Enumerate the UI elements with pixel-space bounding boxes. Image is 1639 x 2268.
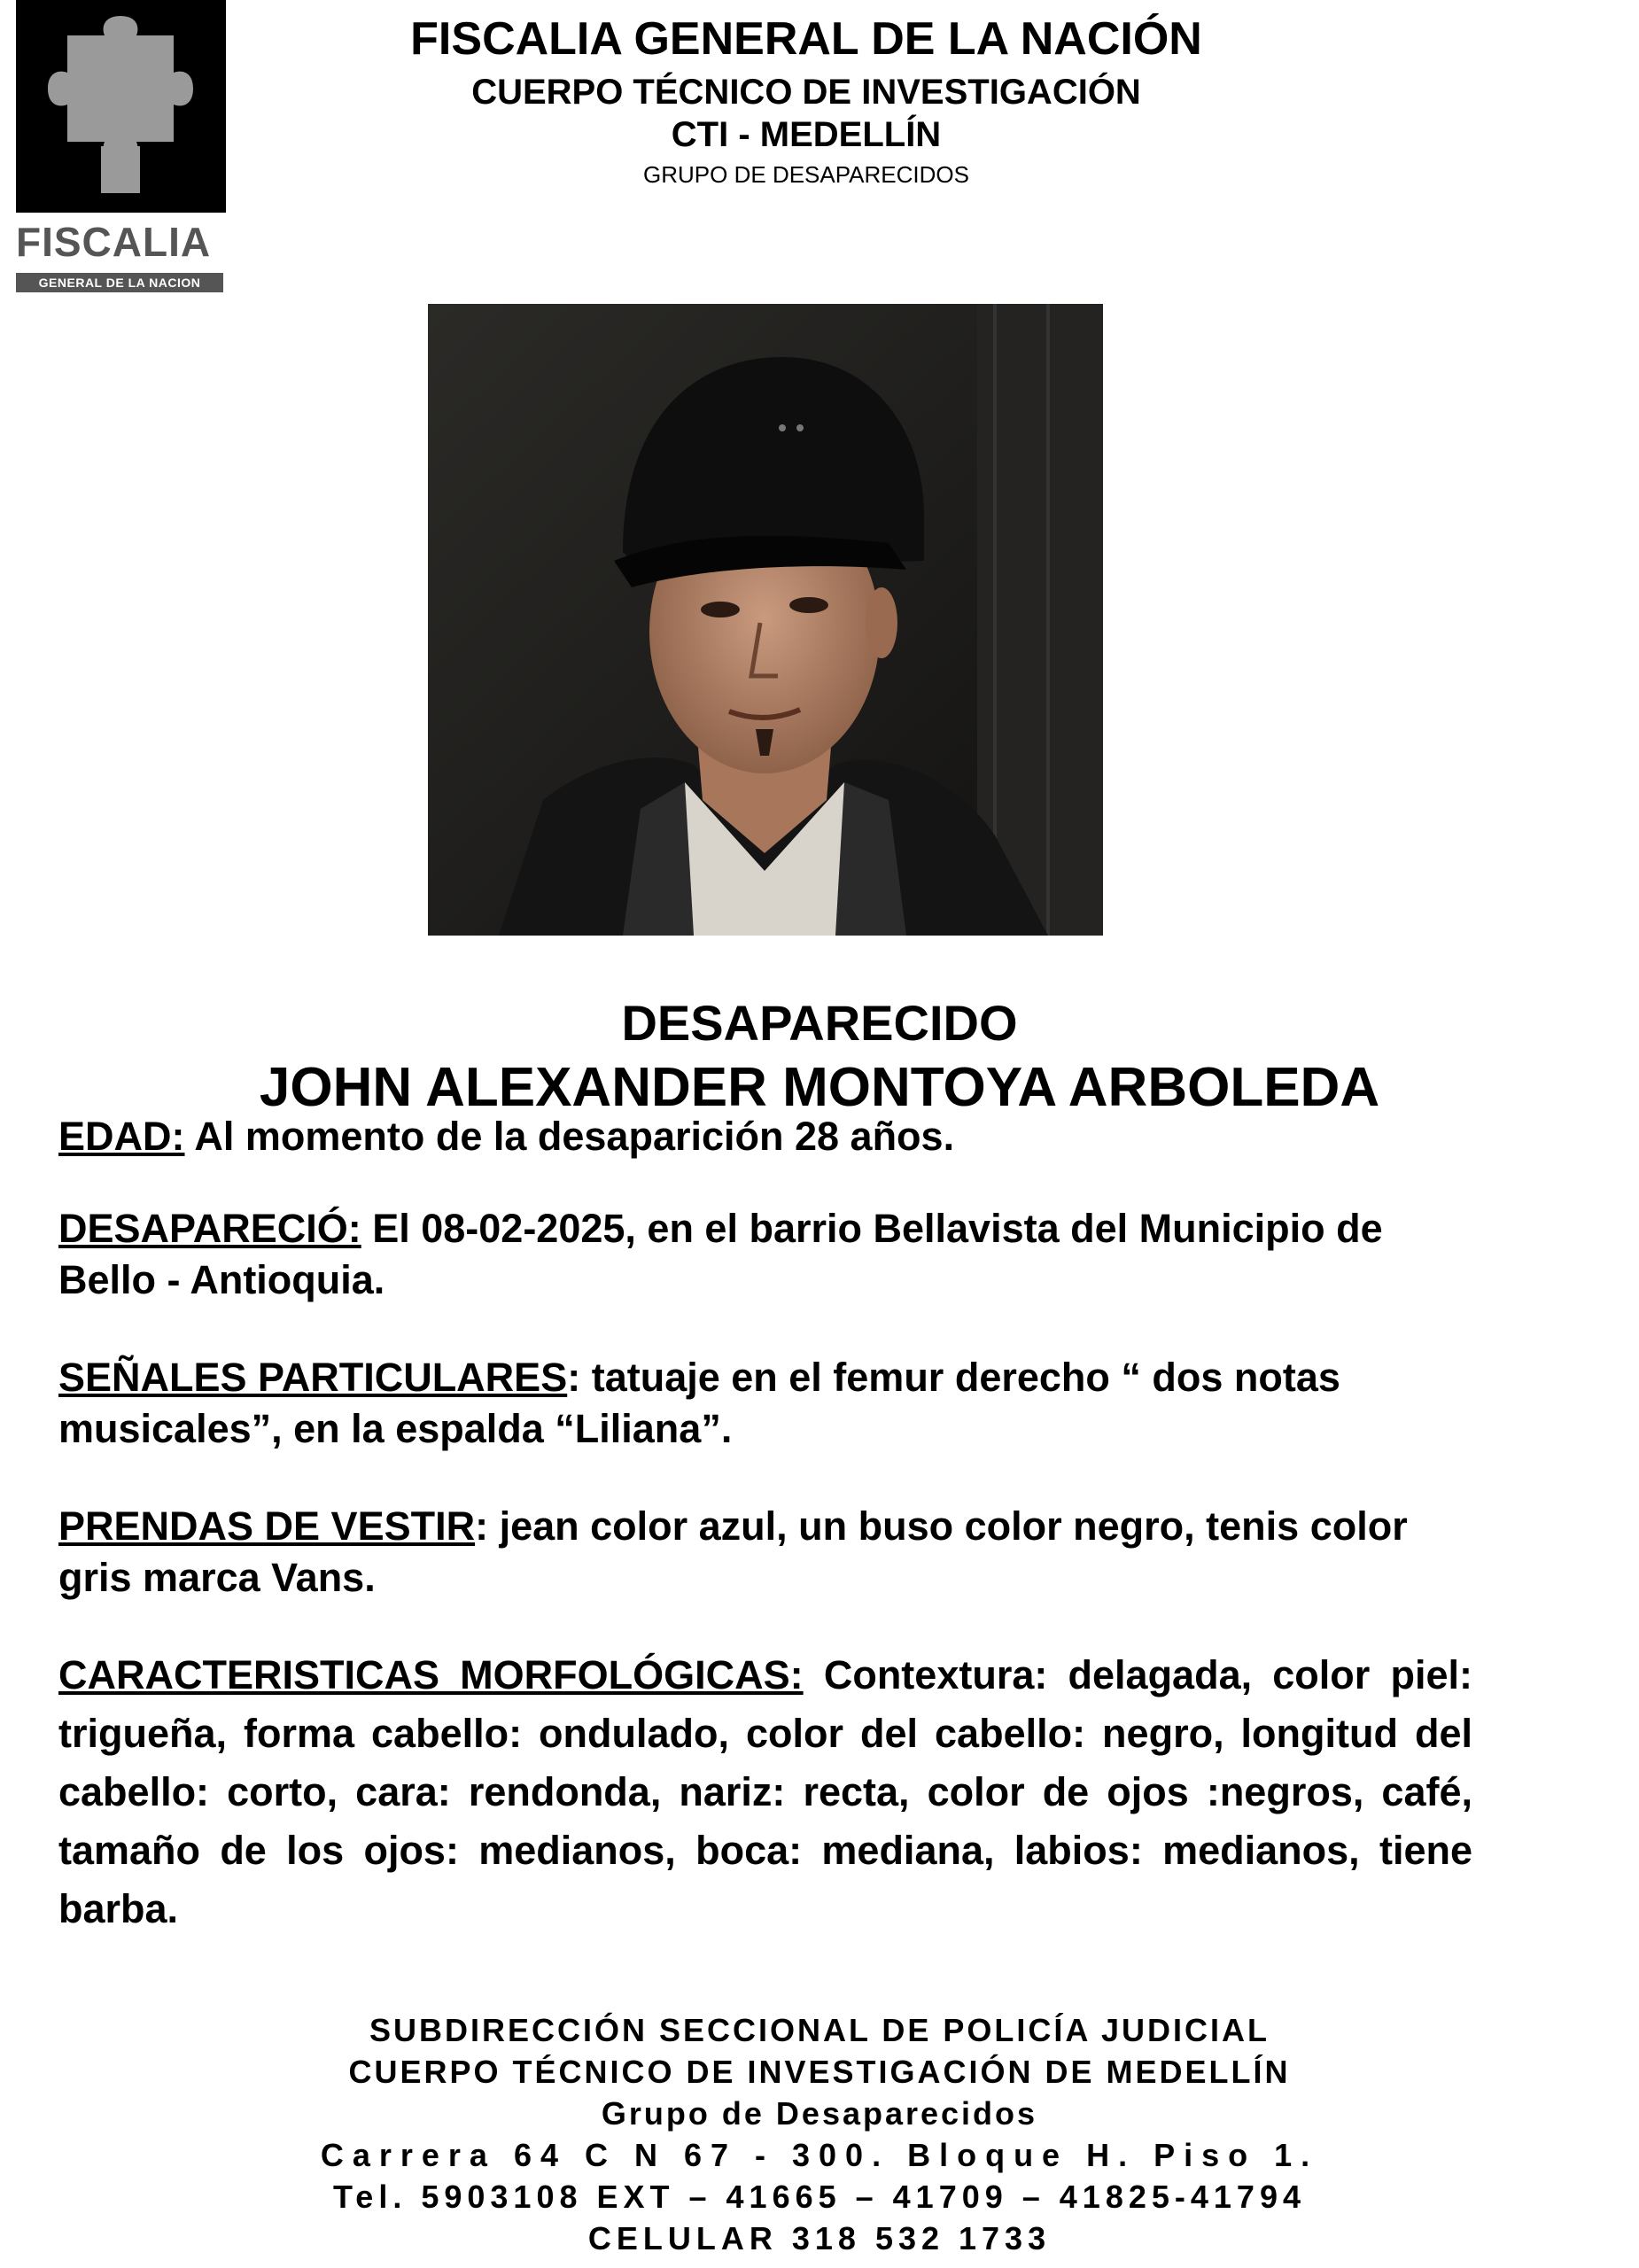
footer-subdirection: SUBDIRECCIÓN SECCIONAL DE POLICÍA JUDICIAL xyxy=(369,2012,1270,2048)
field-desaparecio-label: DESAPARECIÓ: xyxy=(58,1206,361,1251)
footer-phone: Tel. 5903108 EXT – 41665 – 41709 – 41825-41794 xyxy=(332,2179,1306,2215)
field-senales-label: SEÑALES PARTICULARES xyxy=(58,1355,568,1400)
footer-address: Carrera 64 C N 67 - 300. Bloque H. Piso 1. xyxy=(320,2137,1319,2173)
field-edad-label: EDAD: xyxy=(58,1114,185,1159)
header-department: CUERPO TÉCNICO DE INVESTIGACIÓN xyxy=(471,73,1141,112)
field-desaparecio-value: El 08-02-2025, en el barrio Bellavista del Municipio de Bello - Antioquia. xyxy=(58,1206,1383,1302)
footer-department: CUERPO TÉCNICO DE INVESTIGACIÓN DE MEDELLÍN xyxy=(348,2054,1291,2090)
footer-group: Grupo de Desaparecidos xyxy=(601,2095,1038,2132)
field-senales xyxy=(58,1352,1472,1455)
portrait-illustration xyxy=(428,304,1103,936)
logo-square xyxy=(16,0,226,213)
field-desaparecio xyxy=(58,1203,1472,1306)
header-institution: FISCALIA GENERAL DE LA NACIÓN xyxy=(410,13,1202,65)
field-caracteristicas-label: CARACTERISTICAS MORFOLÓGICAS: xyxy=(58,1652,804,1697)
logo-subtitle: GENERAL DE LA NACION xyxy=(16,273,223,292)
fiscalia-logo xyxy=(16,0,229,301)
field-senales-value: : tatuaje en el femur derecho “ dos notas musicales”, en la espalda “Liliana”. xyxy=(58,1355,1340,1451)
field-caracteristicas-value: Contextura: delagada, color piel: trigueña, forma cabello: ondulado, color del cabello: negro, longitud del cabello: corto, cara: rendonda, nariz: recta, color de ojos :negros, café, tamaño de los ojos: medianos, boca: mediana, labios: medianos, tiene barba. xyxy=(58,1652,1472,1931)
header-group: GRUPO DE DESAPARECIDOS xyxy=(643,161,969,188)
status-heading: DESAPARECIDO xyxy=(621,995,1018,1051)
footer-mobile: CELULAR 318 532 1733 xyxy=(587,2220,1052,2256)
header-city: CTI - MEDELLÍN xyxy=(671,115,942,154)
field-edad-value: Al momento de la desaparición 28 años. xyxy=(184,1114,955,1159)
field-edad xyxy=(58,1111,1472,1162)
field-prendas-value: : jean color azul, un buso color negro, tenis color gris marca Vans. xyxy=(58,1503,1408,1600)
field-caracteristicas xyxy=(58,1646,1472,1938)
missing-person-photo xyxy=(428,304,1103,936)
puzzle-piece-icon xyxy=(16,0,226,213)
person-name: JOHN ALEXANDER MONTOYA ARBOLEDA xyxy=(259,1057,1380,1118)
logo-wordmark: FISCALIA xyxy=(16,219,212,265)
field-prendas-label: PRENDAS DE VESTIR xyxy=(58,1503,476,1549)
document-footer xyxy=(0,2009,1639,2259)
field-prendas xyxy=(58,1501,1472,1604)
